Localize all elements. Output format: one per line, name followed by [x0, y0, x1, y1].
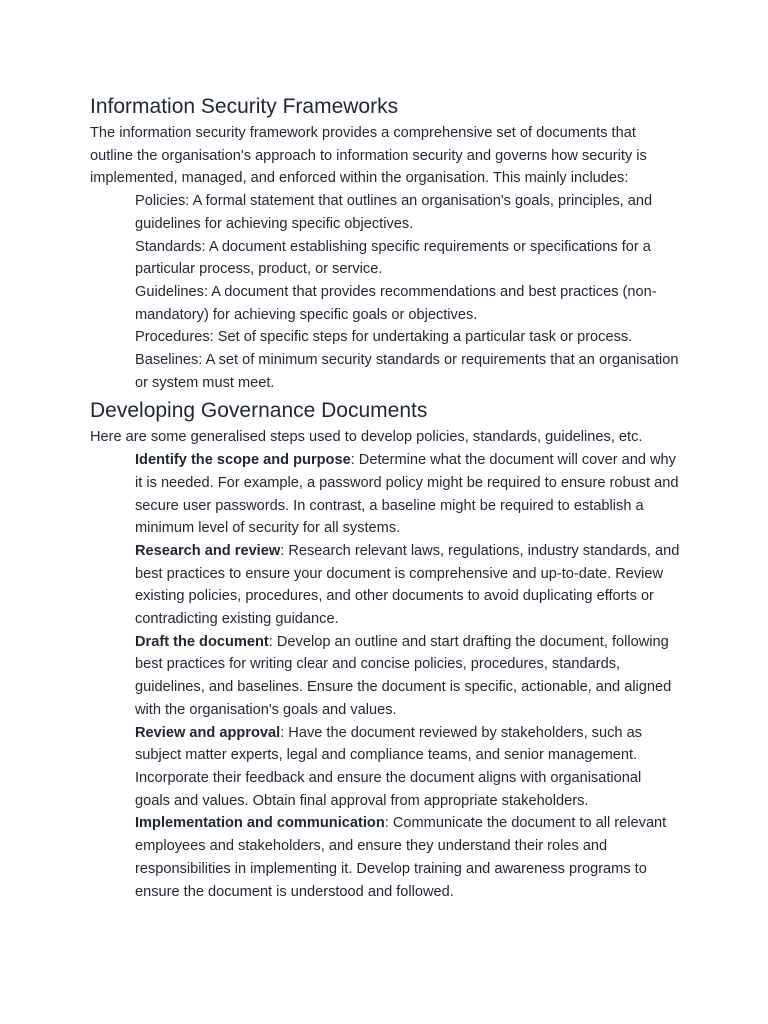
- section-title-governance: Developing Governance Documents: [90, 399, 428, 423]
- list-item: Guidelines: A document that provides recommendations and best practices (non-mandatory) for achieving specific goals or objectives.: [135, 283, 657, 323]
- step-item: [90, 722, 680, 813]
- step-label: Draft the document: [135, 633, 269, 650]
- step-item: [90, 540, 680, 631]
- step-text: : Determine what the document will cover and why it is needed. For example, a password policy might be required to ensure robust and secure user passwords. In contrast, a baseline might be required to establish a minimum level of security for all systems.: [135, 452, 679, 537]
- section-title-frameworks: Information Security Frameworks: [90, 95, 399, 118]
- list-item: Standards: A document establishing specific requirements or specifications for a particular process, product, or service.: [135, 238, 651, 278]
- step-label: Identify the scope and purpose: [135, 452, 351, 469]
- list-item: Procedures: Set of specific steps for undertaking a particular task or process.: [135, 329, 633, 346]
- list-item: Baselines: A set of minimum security standards or requirements that an organisation or system must meet.: [135, 352, 679, 391]
- step-text: : Research relevant laws, regulations, industry standards, and best practices to ensure your document is comprehensive and up-to-date. Review existing policies, procedures, and other documents to avoid duplicating efforts or contradicting existing guidance.: [135, 542, 680, 628]
- step-text: : Develop an outline and start drafting the document, following best practices for writing clear and concise policies, procedures, standards, guidelines, and baselines. Ensure the document is specific, actionable, and aligned with the organisation's goals and values.: [135, 633, 672, 718]
- step-label: Review and approval: [135, 724, 281, 741]
- step-item: [90, 631, 680, 722]
- frameworks-intro: The information security framework provides a comprehensive set of documents that outline the organisation's approach to information security and governs how security is implemented, managed, and enforced within the organisation. This mainly includes:: [90, 125, 647, 187]
- frameworks-list: [90, 190, 680, 394]
- governance-intro: Here are some generalised steps used to develop policies, standards, guidelines, etc.: [90, 429, 643, 446]
- step-text: : Communicate the document to all relevant employees and stakeholders, and ensure they understand their roles and responsibilities in implementing it. Develop training and awareness programs to ensure the document is understood and followed.: [135, 815, 667, 900]
- step-label: Implementation and communication: [135, 815, 385, 832]
- step-label: Research and review: [135, 542, 281, 559]
- step-item: [90, 449, 680, 540]
- list-item: Policies: A formal statement that outlines an organisation's goals, principles, and guidelines for achieving specific objectives.: [135, 193, 653, 232]
- governance-steps-list: [90, 449, 680, 903]
- step-text: : Have the document reviewed by stakeholders, such as subject matter experts, legal and compliance teams, and senior management. Incorporate their feedback and ensure the document aligns with organisational goals and values. Obtain final approval from appropriate stakeholders.: [135, 724, 642, 809]
- step-item: [90, 812, 680, 903]
- document-page: [90, 92, 680, 903]
